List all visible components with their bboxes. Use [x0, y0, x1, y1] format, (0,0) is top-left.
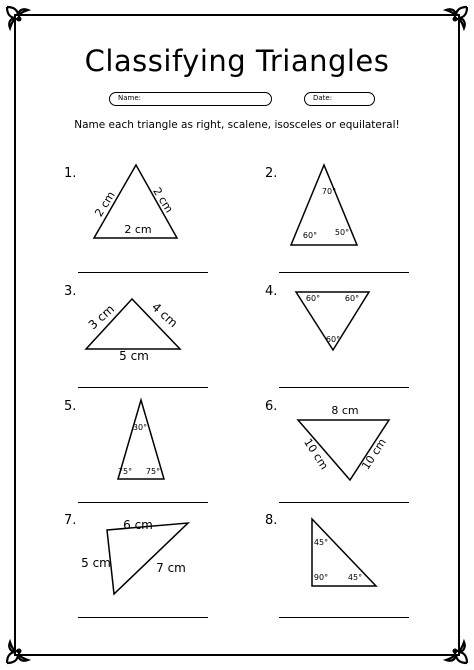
- problem-number: 5.: [64, 399, 77, 414]
- angle-label: 60°: [305, 294, 321, 303]
- angle-label: 75°: [145, 467, 161, 476]
- angle-label: 45°: [347, 573, 363, 582]
- problem-number: 6.: [265, 399, 278, 414]
- angle-label: 60°: [344, 294, 360, 303]
- side-label: 3 cm: [85, 301, 118, 333]
- date-label: Date:: [313, 94, 333, 102]
- instructions: Name each triangle as right, scalene, isosceles or equilateral!: [74, 119, 400, 131]
- angle-label: 60°: [325, 335, 341, 344]
- angle-label: 30°: [132, 423, 148, 432]
- side-label: 8 cm: [331, 404, 359, 417]
- problem-number: 4.: [265, 284, 278, 299]
- angle-label: 60°: [302, 231, 318, 240]
- angle-label: 75°: [117, 467, 133, 476]
- name-label: Name:: [118, 94, 142, 102]
- side-label: 5 cm: [119, 349, 149, 363]
- problem-number: 8.: [265, 513, 278, 528]
- page-title: Classifying Triangles: [84, 44, 390, 78]
- side-label: 6 cm: [123, 518, 153, 532]
- problem-number: 7.: [64, 513, 77, 528]
- triangle-7: [107, 523, 188, 594]
- side-label: 7 cm: [156, 561, 186, 575]
- side-label: 10 cm: [359, 436, 389, 473]
- problem-number: 2.: [265, 166, 278, 181]
- side-label: 10 cm: [301, 436, 331, 473]
- angle-label: 70°: [321, 187, 337, 196]
- side-label: 5 cm: [81, 556, 111, 570]
- angle-label: 90°: [313, 573, 329, 582]
- side-label: 2 cm: [124, 223, 152, 236]
- side-label: 4 cm: [148, 299, 181, 331]
- angle-label: 50°: [334, 228, 350, 237]
- angle-label: 45°: [313, 538, 329, 547]
- side-label: 2 cm: [150, 185, 176, 216]
- problem-number: 1.: [64, 166, 77, 181]
- problem-number: 3.: [64, 284, 77, 299]
- side-label: 2 cm: [92, 189, 118, 220]
